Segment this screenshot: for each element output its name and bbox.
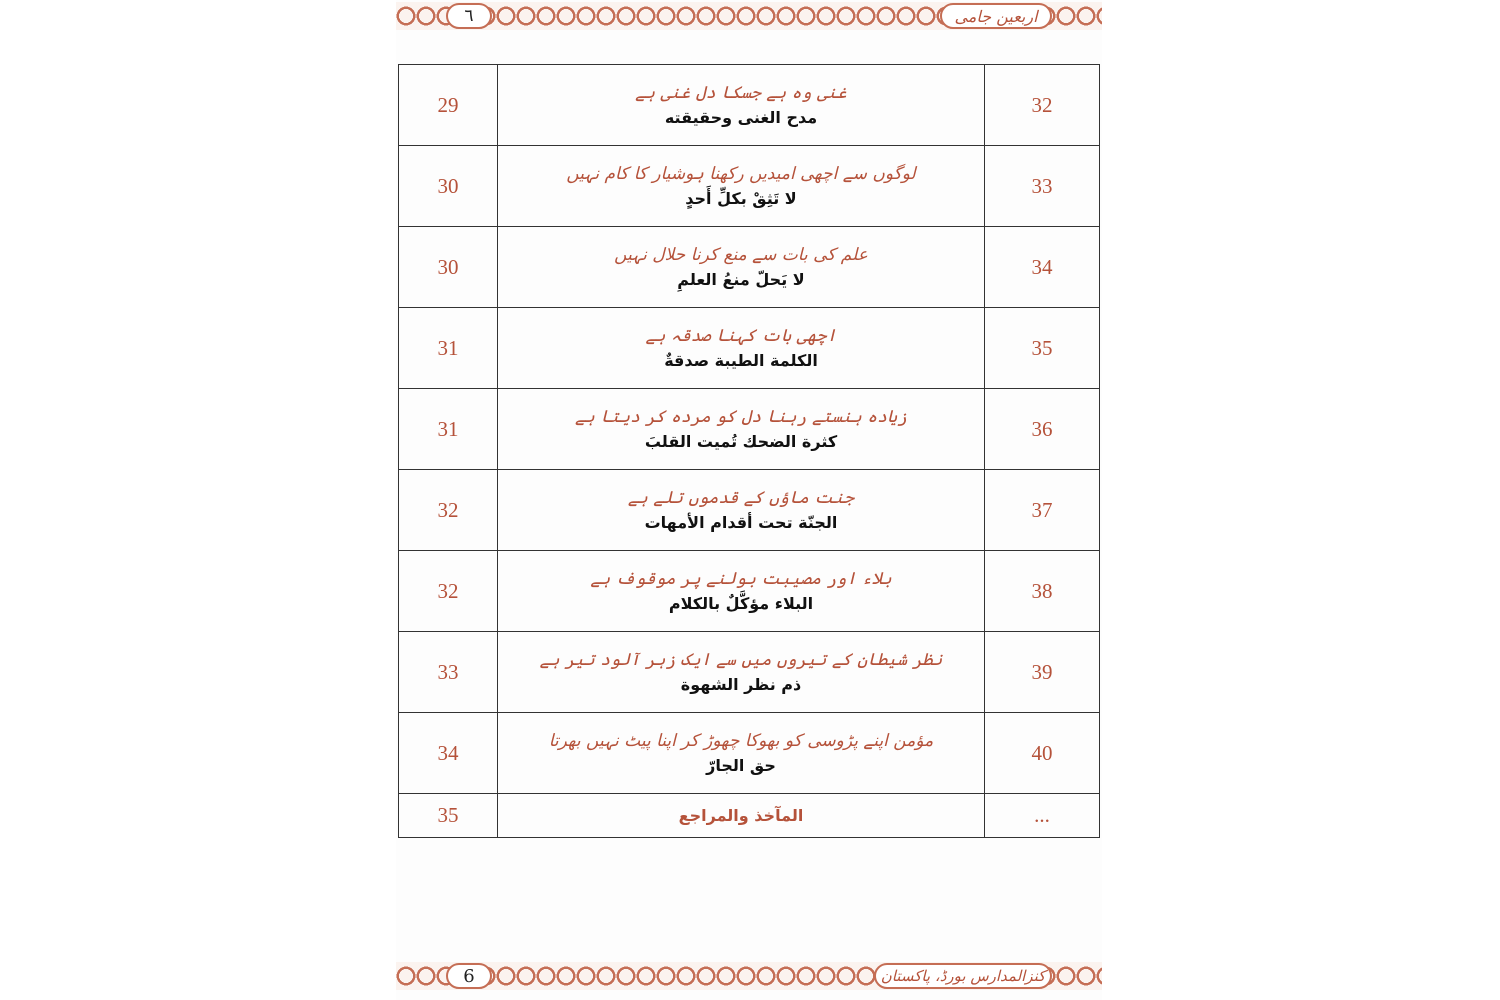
hadith-number: 33: [985, 146, 1100, 227]
urdu-title: زیادہ ہنستے رہنا دل کو مردہ کر دیتا ہے: [574, 407, 908, 427]
arabic-title: الكلمة الطيبة صدقةٌ: [664, 351, 818, 370]
page-ref: 30: [399, 146, 498, 227]
hadith-number: 37: [985, 470, 1100, 551]
toc-row: [399, 632, 1100, 713]
toc-row: [399, 65, 1100, 146]
hadith-number: 40: [985, 713, 1100, 794]
arabic-title: حق الجارّ: [706, 756, 776, 775]
arabic-title: لا تَثِقْ بكلِّ أَحدٍ: [685, 189, 797, 208]
toc-row: [399, 308, 1100, 389]
title-cell: [498, 632, 985, 713]
title-cell: [498, 227, 985, 308]
toc-row: [399, 146, 1100, 227]
hadith-number: 32: [985, 65, 1100, 146]
arabic-title: البلاء مؤكَّلٌ بالكلام: [668, 594, 814, 613]
page-ref: 32: [399, 470, 498, 551]
hadith-number: 39: [985, 632, 1100, 713]
urdu-title: نظر شیطان کے تیروں میں سے ایک زہر آلود تیر ہے: [539, 650, 943, 670]
header-page-number: ٦: [446, 3, 492, 29]
title-cell: [498, 146, 985, 227]
toc-row: [399, 713, 1100, 794]
page-ref: 33: [399, 632, 498, 713]
footer-publisher: کنزالمدارس بورڈ، پاکستان: [874, 963, 1052, 989]
page-ref: 32: [399, 551, 498, 632]
urdu-title: جنت ماؤں کے قدموں تلے ہے: [627, 488, 855, 508]
title-cell: [498, 794, 985, 838]
arabic-title: الجنّة تحت أقدام الأمهات: [644, 513, 838, 532]
hadith-number: 34: [985, 227, 1100, 308]
urdu-title: غنی وہ ہے جسکا دل غنی ہے: [635, 83, 847, 103]
title-cell: [498, 389, 985, 470]
title-cell: [498, 308, 985, 389]
title-cell: [498, 551, 985, 632]
arabic-title: كثرة الضحك تُميت القلبَ: [644, 432, 838, 451]
footer-page-number: 6: [446, 963, 492, 989]
hadith-number: 38: [985, 551, 1100, 632]
table-of-contents: [398, 64, 1100, 838]
hadith-number: 36: [985, 389, 1100, 470]
toc-row: [399, 227, 1100, 308]
urdu-title: علم کی بات سے منع کرنا حلال نہیں: [614, 245, 868, 265]
references-title: المآخذ والمراجع: [678, 806, 804, 825]
title-cell: [498, 713, 985, 794]
hadith-number: ...: [985, 794, 1100, 838]
title-cell: [498, 65, 985, 146]
arabic-title: ذم نظر الشهوة: [680, 675, 802, 694]
hadith-number: 35: [985, 308, 1100, 389]
urdu-title: مؤمن اپنے پڑوسی کو بھوکا چھوڑ کر اپنا پیٹ نہیں بھرتا: [548, 731, 934, 751]
title-cell: [498, 470, 985, 551]
page-ref: 35: [399, 794, 498, 838]
arabic-title: مدح الغنى وحقيقته: [664, 108, 818, 127]
arabic-title: لا يَحلّ منعُ العلمِ: [677, 270, 805, 289]
toc-row: [399, 389, 1100, 470]
urdu-title: اچھی بات کہنا صدقہ ہے: [645, 326, 837, 346]
toc-row-references: [399, 794, 1100, 838]
toc-row: [399, 551, 1100, 632]
urdu-title: لوگوں سے اچھی امیدیں رکھنا ہوشیار کا کام نہیں: [566, 164, 916, 184]
toc-body: [399, 65, 1100, 838]
page-ref: 31: [399, 308, 498, 389]
page-ref: 29: [399, 65, 498, 146]
page-ref: 31: [399, 389, 498, 470]
page-ref: 34: [399, 713, 498, 794]
page-ref: 30: [399, 227, 498, 308]
toc-row: [399, 470, 1100, 551]
urdu-title: بلاء اور مصیبت بولنے پر موقوف ہے: [590, 569, 892, 589]
header-book-title: اربعین جامی: [940, 3, 1052, 29]
